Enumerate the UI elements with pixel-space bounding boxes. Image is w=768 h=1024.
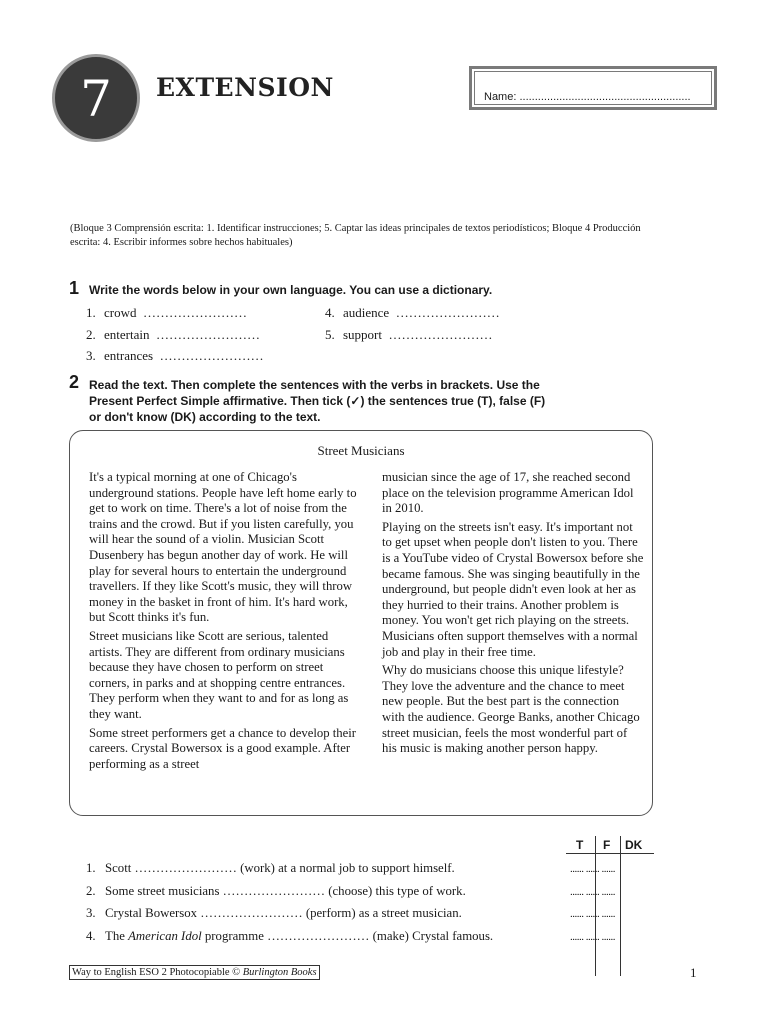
tf-header-true: T: [576, 838, 584, 852]
answer-blank[interactable]: ……………………: [159, 348, 264, 363]
publisher-name: Burlington Books: [242, 967, 317, 978]
vocab-item: 4. audience ……………………: [325, 305, 500, 320]
page-number: 1: [690, 965, 697, 980]
tf-answer-row[interactable]: ...... ...... ......: [570, 863, 615, 875]
answer-blank[interactable]: programme ……………………: [204, 929, 370, 943]
tf-statement: 2. Some street musicians …………………… (choose) this type of work.: [86, 884, 466, 898]
exercise2-instruction: Read the text. Then complete the sentences with the verbs in brackets. Use the Present Perfect Simple affirmative. Then tick (✓) the sentences true (T), false (F) or don't know (DK) according to the text.: [89, 378, 546, 424]
curriculum-note: (Bloque 3 Comprensión escrita: 1. Identificar instrucciones; 5. Captar las ideas principales de textos periodísticos; Bloque 4 Producción escrita: 4. Escribir informes sobre hechos habituales): [70, 223, 641, 248]
answer-blank[interactable]: ……………………: [222, 884, 326, 898]
tf-answer-row[interactable]: ...... ...... ......: [570, 908, 615, 920]
tf-column-divider: [595, 836, 596, 976]
tf-statement: 3. Crystal Bowersox …………………… (perform) as a street musician.: [86, 906, 462, 920]
reading-title: Street Musicians: [317, 443, 405, 458]
tf-header-dk: DK: [625, 838, 643, 852]
answer-blank[interactable]: ……………………: [395, 305, 500, 320]
tf-header-false: F: [603, 838, 611, 852]
reading-column-right: [382, 470, 644, 760]
answer-blank[interactable]: ……………………: [143, 305, 247, 320]
answer-blank[interactable]: ……………………: [388, 327, 493, 342]
name-label: Name: ........................................................: [484, 91, 691, 103]
vocab-item: 1. crowd ……………………: [86, 305, 247, 320]
tf-statement: 4. The American Idol programme …………………… (make) Crystal famous.: [86, 929, 494, 943]
exercise2-number: 2: [69, 372, 80, 392]
exercise1-number: 1: [69, 278, 80, 298]
reading-paragraph: Street musicians like Scott are serious, talented artists. They are different from ordinary musicians because they have chosen to perform on street corners, in parks and at shopping centre entrances. They perform when they want to and for as long as they want.: [89, 628, 349, 721]
reading-box: [69, 430, 653, 816]
answer-blank[interactable]: ……………………: [155, 327, 260, 342]
reading-paragraph: Some street performers get a chance to develop their careers. Crystal Bowersox is a good example. After performing as a street: [89, 725, 357, 771]
exercise1-instruction: Write the words below in your own language. You can use a dictionary.: [89, 283, 493, 297]
name-box[interactable]: [469, 66, 717, 110]
answer-blank[interactable]: ……………………: [200, 906, 303, 920]
unit-badge: [52, 54, 140, 142]
answer-blank[interactable]: ……………………: [134, 861, 237, 875]
reading-paragraph: musician since the age of 17, she reached second place on the television programme American Idol in 2010.: [382, 470, 634, 516]
vocab-item: 3. entrances ……………………: [86, 348, 264, 363]
tf-answer-row[interactable]: ...... ...... ......: [570, 886, 615, 898]
reading-column-left: [89, 470, 357, 775]
reading-paragraph: Why do musicians choose this unique lifestyle? They love the adventure and the chance to meet new people. But the best part is the connection with the audience. George Banks, another Chicago street musician, feels the most wonderful part of his music is making another person happy.: [382, 663, 640, 756]
tf-header-rule: [566, 853, 654, 854]
vocab-item: 2. entertain ……………………: [86, 327, 260, 342]
unit-number: 7: [80, 70, 112, 128]
reading-paragraph: It's a typical morning at one of Chicago's underground stations. People have left home early to get to work on time. There's a lot of noise from the trains and the crowd. But if you listen carefully, you will hear the sound of a violin. Musician Scott Dusenbery has begun another day of work. He will play for several hours to entertain the underground travellers. If they like Scott's music, they will throw money in the basket in front of him. It's hard work, but Scott thinks it's fun.: [89, 470, 357, 625]
reading-paragraph: Playing on the streets isn't easy. It's important not to get upset when people don't listen to you. There is a YouTube video of Crystal Bowersox before she became famous. She was singing beautifully in the underground, but people didn't even look at her as they hurried to their trains. Another problem is money. You won't get rich playing on the streets. Musicians often support themselves with a normal job and play in their free time.: [382, 519, 644, 659]
vocab-item: 5. support ……………………: [325, 327, 493, 342]
tf-statement: 1. Scott …………………… (work) at a normal job to support himself.: [86, 861, 455, 875]
tf-answer-row[interactable]: ...... ...... ......: [570, 931, 615, 943]
footer-credit: Way to English ESO 2 Photocopiable © Burlington Books: [69, 965, 320, 980]
unit-title: EXTENSION: [156, 73, 334, 102]
tf-column-divider: [620, 836, 621, 976]
